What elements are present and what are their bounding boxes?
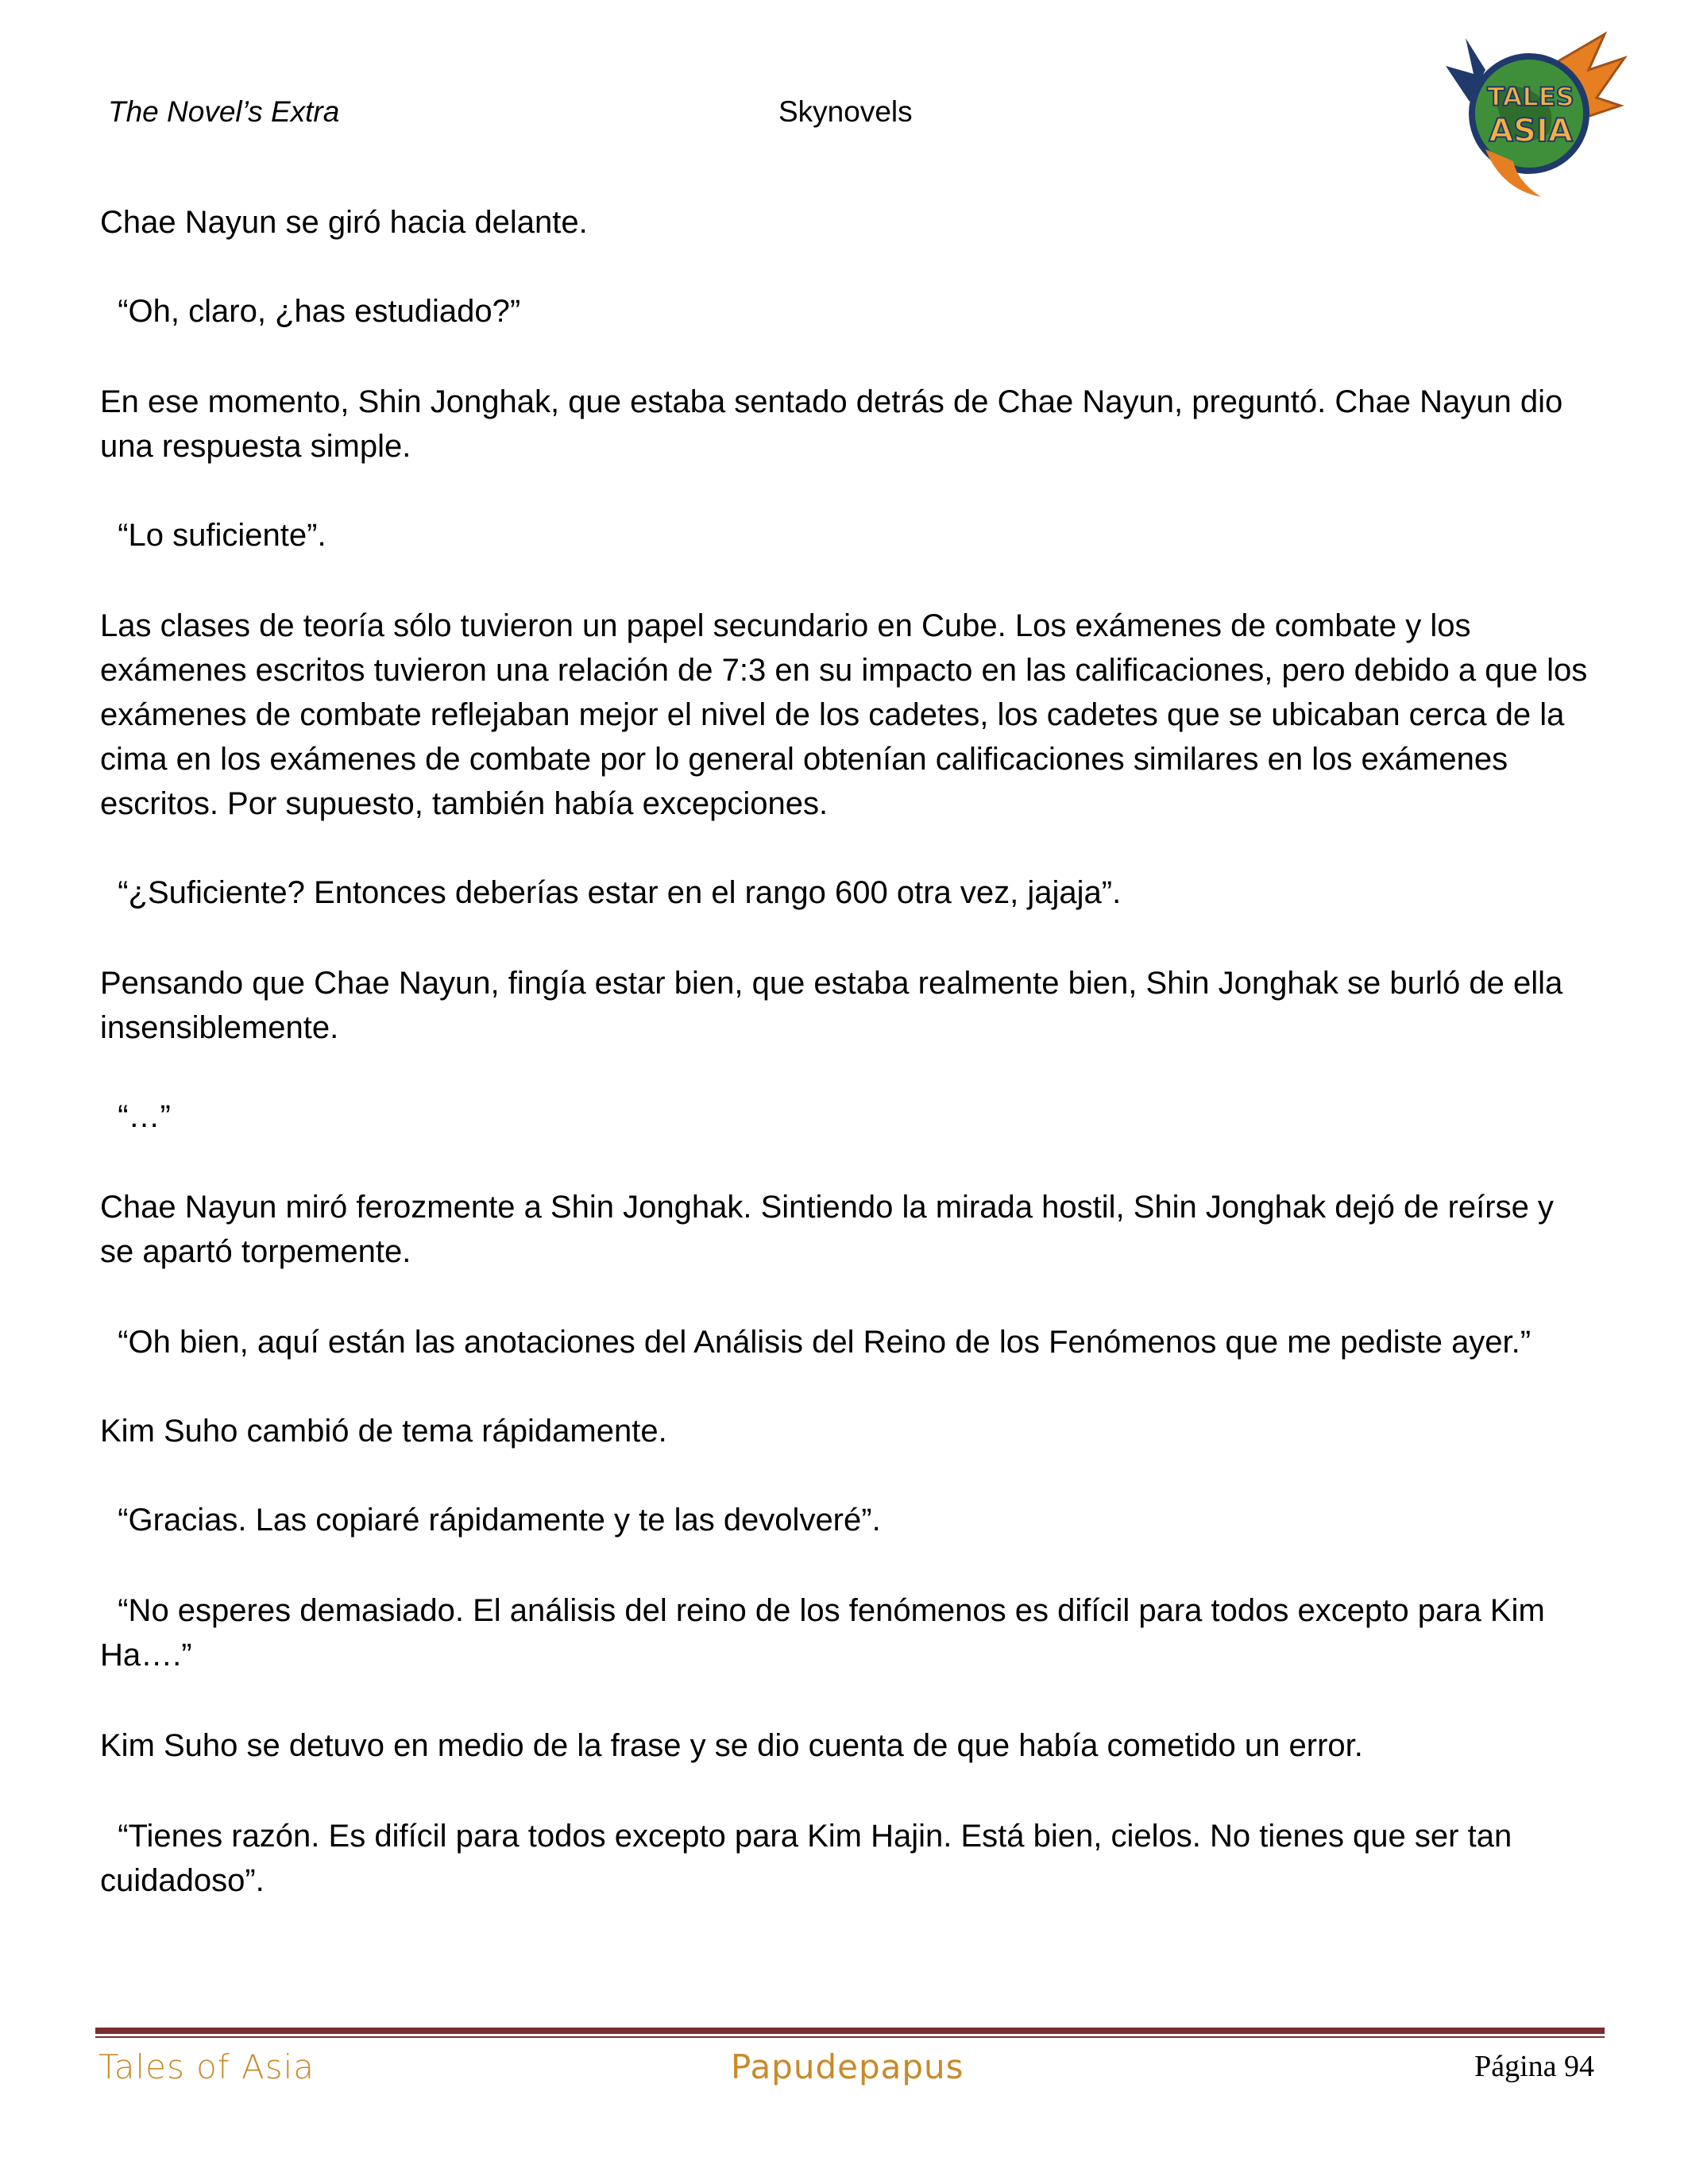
header-site-name: Skynovels: [778, 95, 913, 128]
paragraph: Chae Nayun se giró hacia delante.: [100, 205, 588, 240]
page-number: Página 94: [1474, 2050, 1594, 2083]
dialogue-line: “No esperes demasiado. El análisis del reino de los fenómenos es difícil para todos excepto para Kim Ha….”: [100, 1593, 1554, 1673]
footer-translator: Papudepapus: [731, 2047, 964, 2086]
paragraph: Kim Suho se detuvo en medio de la frase y se dio cuenta de que había cometido un error.: [100, 1728, 1363, 1763]
page-content: [100, 200, 1597, 1903]
tales-of-asia-logo: [1438, 30, 1628, 201]
footer-rule-thin: [95, 2036, 1605, 2038]
paragraph: Pensando que Chae Nayun, fingía estar bien, que estaba realmente bien, Shin Jonghak se burló de ella insensiblemente.: [100, 966, 1572, 1045]
dialogue-line: “Tienes razón. Es difícil para todos excepto para Kim Hajin. Está bien, cielos. No tienes que ser tan cuidadoso”.: [100, 1819, 1521, 1898]
header-novel-title: The Novel’s Extra: [108, 95, 340, 128]
dialogue-line: “Oh, claro, ¿has estudiado?”: [100, 294, 521, 329]
paragraph: Las clases de teoría sólo tuvieron un papel secundario en Cube. Los exámenes de combate y los exámenes escritos tuvieron una relación de 7:3 en su impacto en las calificaciones, pero debido a que los exámenes de combate reflejaban mejor el nivel de los cadetes, los cadetes que se ubicaban cerca de la cima en los exámenes de combate por lo general obtenían calificaciones similares en los exámenes escritos. Por supuesto, también había excepciones.: [100, 608, 1597, 821]
dialogue-line: “¿Suficiente? Entonces deberías estar en el rango 600 otra vez, jajaja”.: [100, 875, 1122, 910]
svg-text:TALES: TALES: [1487, 82, 1574, 112]
svg-text:ASIA: ASIA: [1489, 113, 1573, 149]
paragraph: Chae Nayun miró ferozmente a Shin Jonghak. Sintiendo la mirada hostil, Shin Jonghak dejó de reírse y se apartó torpemente.: [100, 1190, 1563, 1269]
dialogue-line: “…”: [100, 1099, 171, 1134]
footer-group-name: Tales of Asia: [98, 2047, 315, 2086]
paragraph: Kim Suho cambió de tema rápidamente.: [100, 1414, 667, 1449]
dialogue-line: “Oh bien, aquí están las anotaciones del Análisis del Reino de los Fenómenos que me pediste ayer.”: [100, 1325, 1532, 1360]
paragraph: En ese momento, Shin Jonghak, que estaba sentado detrás de Chae Nayun, preguntó. Chae Nayun dio una respuesta simple.: [100, 384, 1572, 464]
dialogue-line: “Gracias. Las copiaré rápidamente y te las devolveré”.: [100, 1503, 881, 1538]
footer-rule-thick: [95, 2028, 1605, 2034]
dialogue-line: “Lo suficiente”.: [100, 518, 326, 553]
